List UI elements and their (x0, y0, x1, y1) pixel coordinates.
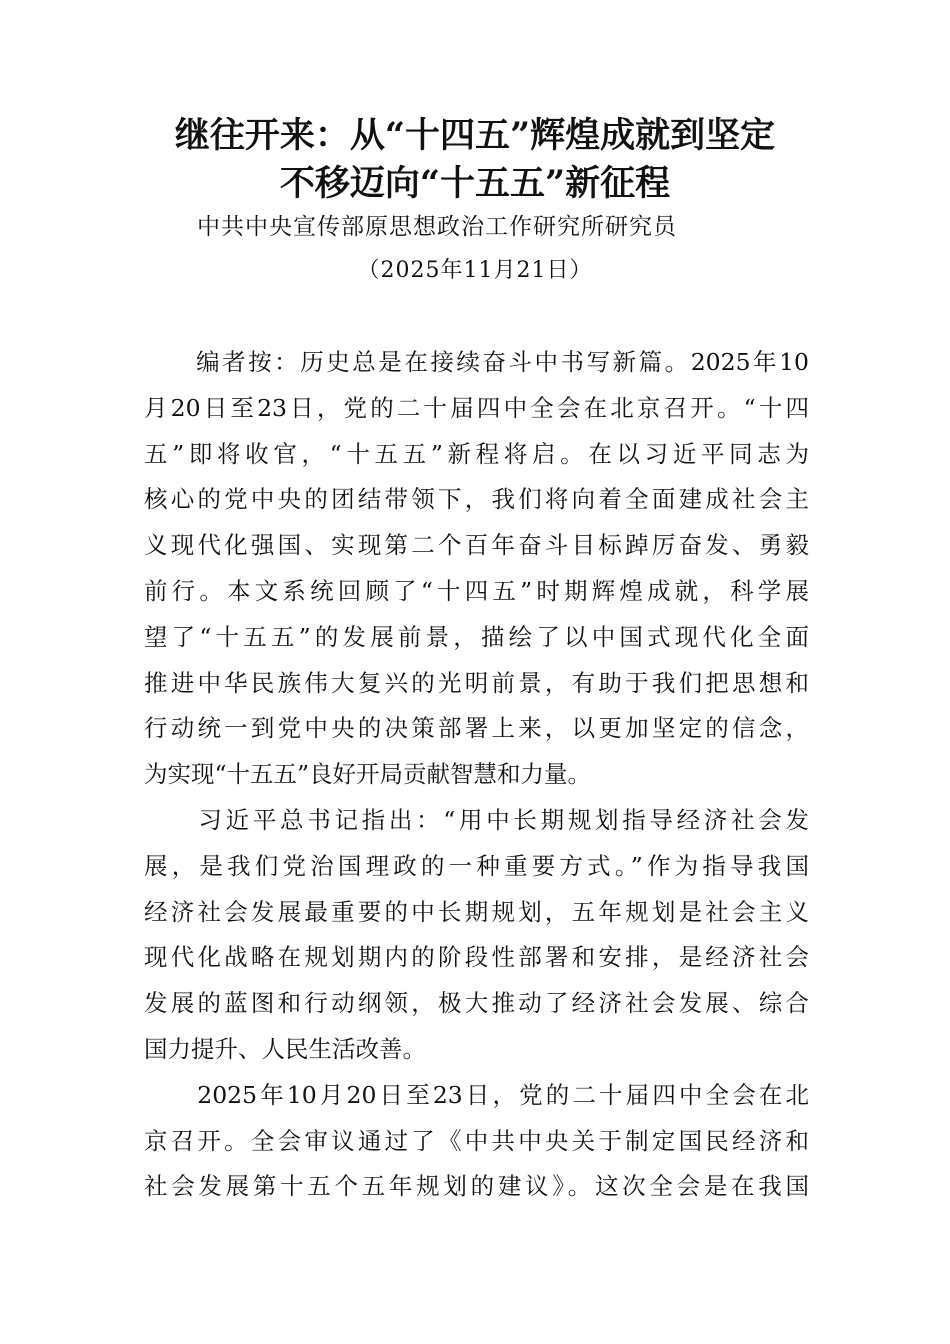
text-line: 五”即将收官，“十五五”新程将启。在以习近平同志为 (144, 439, 809, 468)
paragraph-2 (144, 798, 809, 1073)
text-line: 2025年10月20日至23日，党的二十届四中全会在北 (144, 1080, 809, 1109)
text-line: 核心的党中央的团结带领下，我们将向着全面建成社会主 (144, 485, 809, 514)
text-line: 前行。本文系统回顾了“十四五”时期辉煌成就，科学展 (144, 576, 809, 605)
text-line: 月20日至23日，党的二十届四中全会在北京召开。“十四 (144, 393, 809, 422)
text-line: 经济社会发展最重要的中长期规划，五年规划是社会主义 (144, 897, 809, 926)
date-line: （2025年11月21日） (357, 258, 593, 283)
article-body (144, 340, 809, 1210)
text-line: 发展的蓝图和行动纲领，极大推动了经济社会发展、综合 (144, 989, 809, 1018)
paragraph-3 (144, 1073, 809, 1210)
text-line: 行动统一到党中央的决策部署上来，以更加坚定的信念， (144, 714, 809, 743)
title-line-1: 继往开来：从“十四五”辉煌成就到坚定 (174, 115, 776, 156)
text-line: 义现代化强国、实现第二个百年奋斗目标踔厉奋发、勇毅 (144, 531, 809, 560)
text-line: 社会发展第十五个五年规划的建议》。这次全会是在我国 (144, 1172, 809, 1201)
text-line: 为实现“十五五”良好开局贡献智慧和力量。 (144, 760, 592, 789)
document-title (0, 112, 950, 208)
text-line: 京召开。全会审议通过了《中共中央关于制定国民经济和 (144, 1126, 809, 1155)
text-line: 编者按：历史总是在接续奋斗中书写新篇。2025年10 (144, 348, 809, 376)
title-line-2: 不移迈向“十五五”新征程 (279, 163, 671, 204)
text-line: 现代化战略在规划期内的阶段性部署和安排，是经济社会 (144, 943, 809, 972)
paragraph-editor-note (144, 340, 809, 798)
text-line: 习近平总书记指出：“用中长期规划指导经济社会发 (144, 805, 809, 834)
text-line: 展，是我们党治国理政的一种重要方式。”作为指导我国 (144, 851, 809, 880)
text-line: 推进中华民族伟大复兴的光明前景，有助于我们把思想和 (144, 668, 809, 697)
text-line: 望了“十五五”的发展前景，描绘了以中国式现代化全面 (144, 622, 809, 651)
text-line: 国力提升、人民生活改善。 (144, 1034, 426, 1063)
author-line: 中共中央宣传部原思想政治工作研究所研究员 (197, 214, 677, 240)
